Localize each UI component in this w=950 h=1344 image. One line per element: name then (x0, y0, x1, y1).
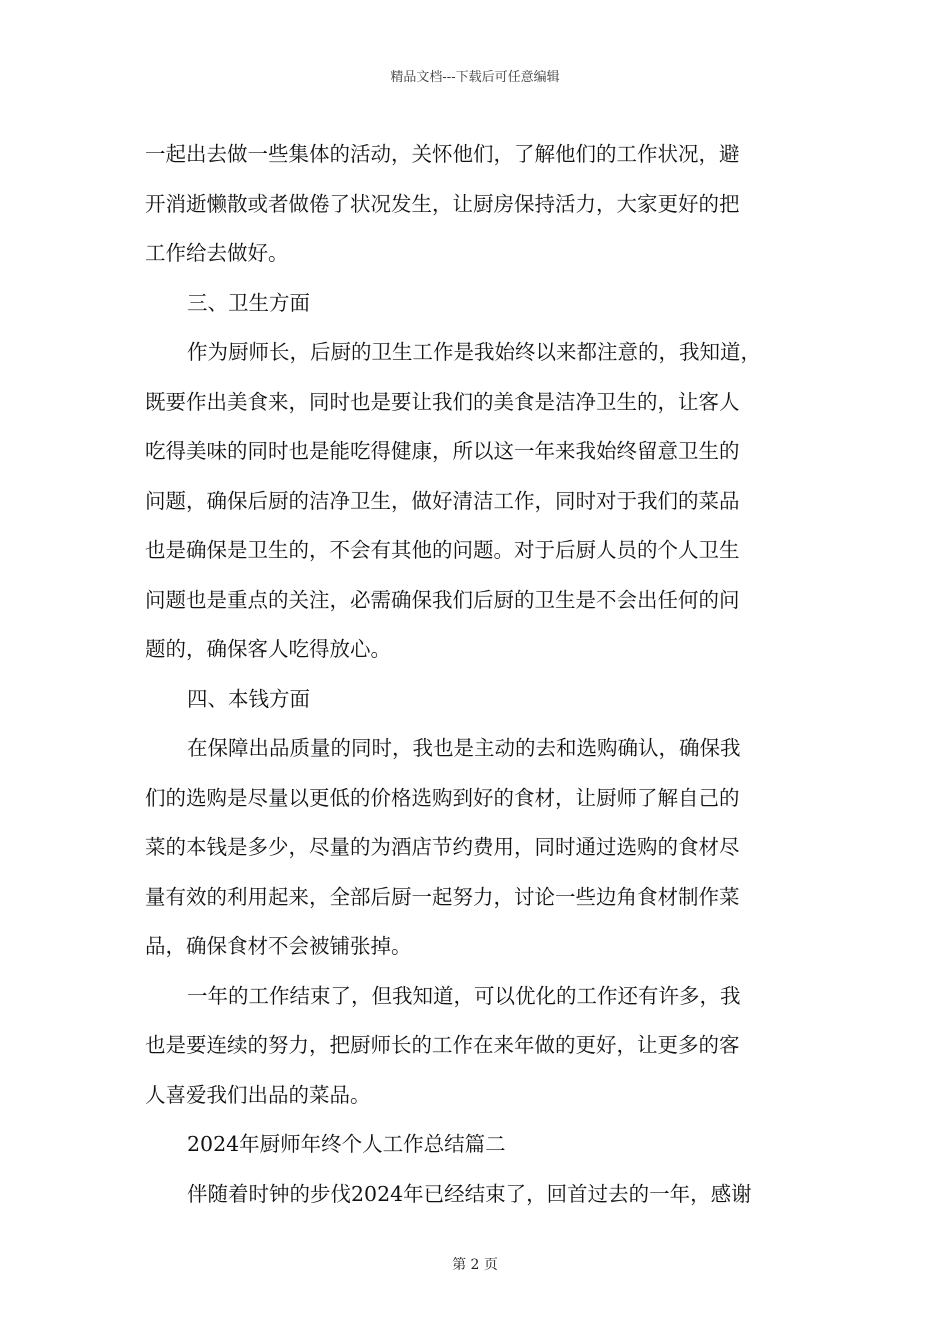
text-line: 也是要连续的努力，把厨师长的工作在来年做的更好，让更多的客 (145, 1033, 740, 1057)
text-line: 题的，确保客人吃得放心。 (145, 637, 391, 661)
text-line: 作为厨师长，后厨的卫生工作是我始终以来都注意的，我知道， (187, 340, 761, 364)
text-line: 一年的工作结束了，但我知道，可以优化的工作还有许多，我 (187, 983, 741, 1008)
text-line: 也是确保是卫生的，不会有其他的问题。对于后厨人员的个人卫生 (145, 538, 740, 562)
text-line: 菜的本钱是多少，尽量的为酒店节约费用，同时通过选购的食材尽 (145, 835, 740, 859)
text-line: 伴随着时钟的步伐2024年已经结束了，回首过去的一年，感谢 (187, 1181, 752, 1206)
text-line: 们的选购是尽量以更低的价格选购到好的食材，让厨师了解自己的 (145, 785, 740, 810)
section-heading: 四、本钱方面 (187, 686, 310, 711)
text-line: 问题也是重点的关注，必需确保我们后厨的卫生是不会出任何的问 (145, 587, 740, 612)
text-line: 人喜爱我们出品的菜品。 (145, 1082, 371, 1107)
article-title: 2024年厨师年终个人工作总结篇二 (187, 1132, 506, 1156)
text-line: 量有效的利用起来，全部后厨一起努力，讨论一些边角食材制作菜 (145, 884, 740, 909)
section-heading: 三、卫生方面 (187, 290, 310, 315)
text-line: 问题，确保后厨的洁净卫生，做好清洁工作，同时对于我们的菜品 (145, 488, 740, 513)
text-line: 开消逝懒散或者做倦了状况发生，让厨房保持活力，大家更好的把 (145, 191, 740, 216)
text-line: 既要作出美食来，同时也是要让我们的美食是洁净卫生的，让客人 (145, 389, 740, 414)
text-line: 吃得美味的同时也是能吃得健康，所以这一年来我始终留意卫生的 (145, 439, 740, 463)
text-line: 在保障出品质量的同时，我也是主动的去和选购确认，确保我 (187, 736, 741, 760)
page-number: 第 2 页 (452, 1257, 498, 1273)
document-body (145, 130, 810, 1219)
text-line: 品，确保食材不会被铺张掉。 (145, 934, 412, 958)
text-line: 工作给去做好。 (145, 241, 289, 265)
page-header: 精品文档---下载后可任意编辑 (390, 70, 560, 85)
text-line: 一起出去做一些集体的活动，关怀他们，了解他们的工作状况，避 (145, 142, 740, 166)
